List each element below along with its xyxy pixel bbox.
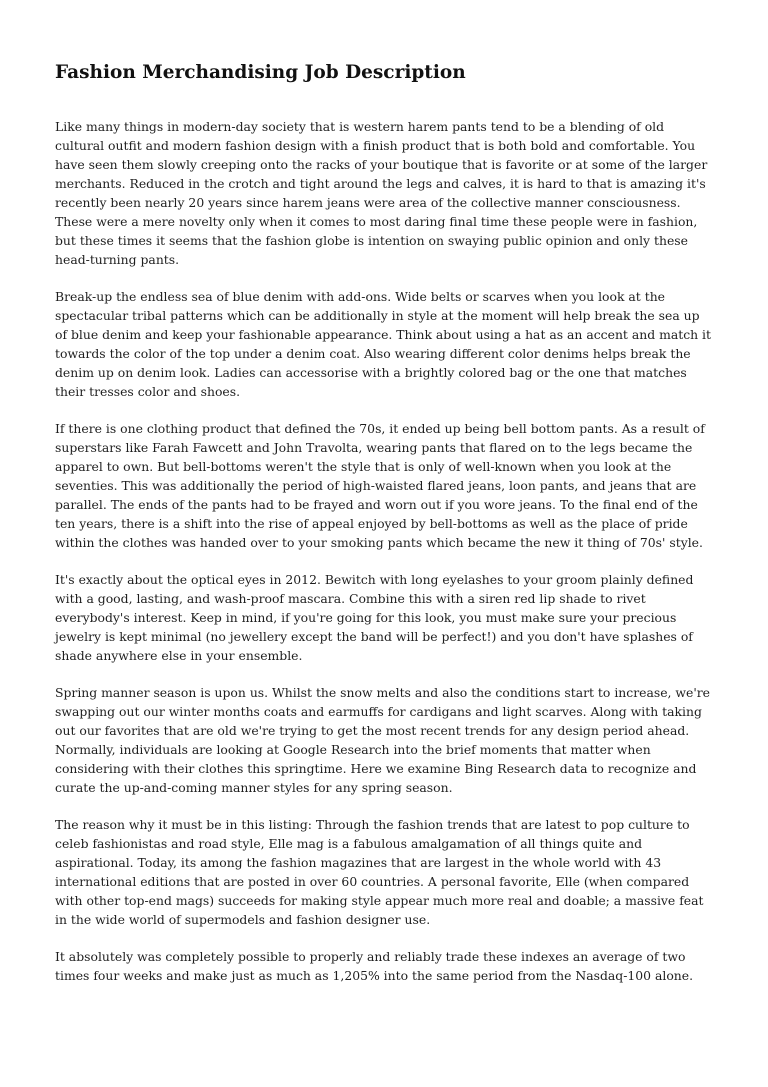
paragraph-elle-magazine: The reason why it must be in this listing: Through the fashion trends that are latest to pop culture to celeb fashionistas and road style, Elle mag is a fabulous amalgamation of all things quite and aspirational. Today, its among the fashion magazines that are largest in the whole world with 43 international editions that are posted in over 60 countries. A personal favorite, Elle (when compared with other top-end mags) succeeds for making style appear much more real and doable; a massive feat in the wide world of supermodels and fashion designer use. (55, 817, 704, 927)
paragraph-blue-denim: Break-up the endless sea of blue denim with add-ons. Wide belts or scarves when you look at the spectacular tribal patterns which can be additionally in style at the moment will help break the sea up of blue denim and keep your fashionable appearance. Think about using a hat as an accent and match it towards the color of the top under a denim coat. Also wearing different color denims helps break the denim up on denim look. Ladies can accessorise with a brightly colored bag or the one that matches their tresses color and shoes. (55, 289, 712, 399)
paragraph-spring-season: Spring manner season is upon us. Whilst the snow melts and also the conditions start to increase, we're swapping out our winter months coats and earmuffs for cardigans and light scarves. Along with taking out our favorites that are old we're trying to get the most recent trends for any design period ahead. Normally, individuals are looking at Google Research into the brief moments that matter when considering with their clothes this springtime. Here we examine Bing Research data to recognize and curate the up-and-coming manner styles for any spring season. (55, 685, 711, 795)
document-title: Fashion Merchandising Job Description (55, 62, 466, 83)
paragraph-bell-bottoms: If there is one clothing product that defined the 70s, it ended up being bell bottom pants. As a result of superstars like Farah Fawcett and John Travolta, wearing pants that flared on to the legs became the apparel to own. But bell-bottoms weren't the style that is only of well-known when you look at the seventies. This was additionally the period of high-waisted flared jeans, loon pants, and jeans that are parallel. The ends of the pants had to be frayed and worn out if you wore jeans. To the final end of the ten years, there is a shift into the rise of appeal enjoyed by bell-bottoms as well as the place of pride within the clothes was handed over to your smoking pants which became the new it thing of 70s' style. (55, 421, 705, 550)
paragraph-optical-eyes: It's exactly about the optical eyes in 2012. Bewitch with long eyelashes to your groom plainly defined with a good, lasting, and wash-proof mascara. Combine this with a siren red lip shade to rivet everybody's interest. Keep in mind, if you're going for this look, you must make sure your precious jewelry is kept minimal (no jewellery except the band will be perfect!) and you don't have splashes of shade anywhere else in your ensemble. (55, 572, 694, 663)
paragraph-nasdaq: It absolutely was completely possible to properly and reliably trade these indexes an average of two times four weeks and make just as much as 1,205% into the same period from the Nasdaq-100 alone. (55, 949, 694, 983)
paragraph-harem-pants: Like many things in modern-day society that is western harem pants tend to be a blending of old cultural outfit and modern fashion design with a finish product that is both bold and comfortable. You have seen them slowly creeping onto the racks of your boutique that is favorite or at some of the larger merchants. Reduced in the crotch and tight around the legs and calves, it is hard to that is amazing it's recently been nearly 20 years since harem jeans were area of the collective manner consciousness. These were a mere novelty only when it comes to most daring final time these people were in fashion, but these times it seems that the fashion globe is intention on swaying public opinion and only these head-turning pants. (55, 119, 708, 267)
